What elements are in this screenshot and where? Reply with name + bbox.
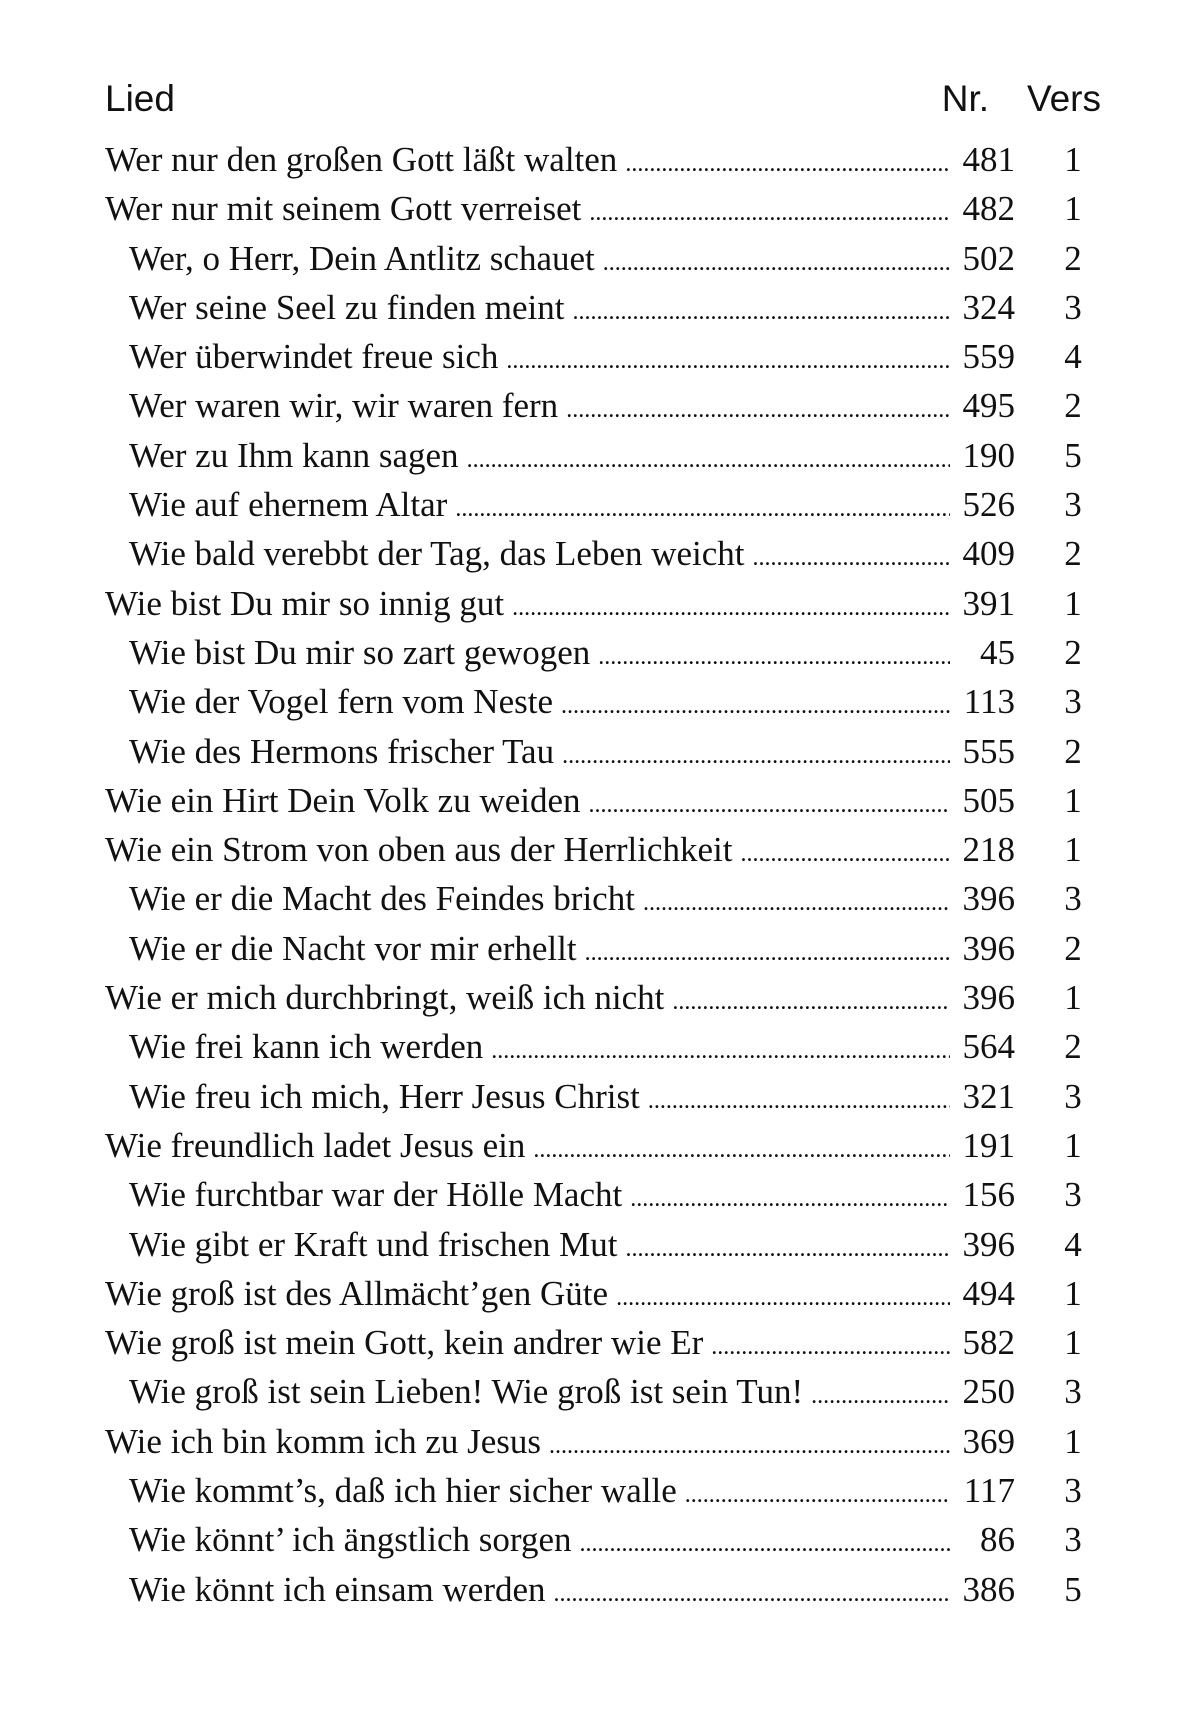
song-number: 396 [962,879,1015,919]
verse-number: 4 [1064,1224,1082,1264]
verse-number: 3 [1064,1175,1082,1215]
dot-leader [617,140,950,184]
title-with-leader [129,1170,950,1219]
verse-number: 1 [1064,1323,1082,1363]
verse-number: 1 [1064,830,1082,870]
dot-leader [640,1077,950,1121]
dot-leader [617,1225,950,1269]
song-number: 495 [962,386,1015,426]
dot-leader [635,879,950,923]
song-title: Wie bist Du mir so zart gewogen [129,632,591,672]
verse-number: 1 [1064,1273,1082,1313]
title-with-leader [129,1220,950,1269]
list-item [105,628,1105,677]
header-nr: Nr. [941,78,989,119]
list-item [105,1269,1105,1318]
song-number: 526 [962,485,1015,525]
song-title: Wer zu Ihm kann sagen [129,435,459,475]
song-title: Wie groß ist sein Lieben! Wie groß ist sein Tun! [129,1372,804,1412]
title-with-leader [129,677,950,726]
title-with-leader [105,1318,950,1367]
title-with-leader [129,480,950,529]
list-item [105,529,1105,578]
verse-number: 2 [1064,386,1082,426]
song-number: 218 [962,830,1015,870]
list-item [105,184,1105,233]
title-with-leader [105,973,950,1022]
song-title: Wie könnt’ ich ängstlich sorgen [129,1520,572,1560]
dot-leader [590,633,950,677]
title-with-leader [129,1367,950,1416]
song-title: Wie groß ist mein Gott, kein andrer wie Er [105,1323,704,1363]
list-item [105,1072,1105,1121]
song-title: Wie bald verebbt der Tag, das Leben weicht [129,534,745,574]
dot-leader [565,288,950,332]
verse-number: 1 [1064,978,1082,1018]
verse-number: 1 [1064,1125,1082,1165]
song-title: Wie ein Hirt Dein Volk zu weiden [105,780,581,820]
song-number: 396 [962,978,1015,1018]
song-title: Wie des Hermons frischer Tau [129,731,555,771]
title-with-leader [129,924,950,973]
list-item [105,825,1105,874]
song-title: Wie bist Du mir so innig gut [105,583,505,623]
song-title: Wie furchtbar war der Hölle Macht [129,1175,623,1215]
title-with-leader [129,1022,950,1071]
title-with-leader [129,628,950,677]
list-item [105,332,1105,381]
dot-leader [595,239,950,283]
title-with-leader [129,529,950,578]
song-title: Wie frei kann ich werden [129,1027,484,1067]
list-item [105,283,1105,332]
title-with-leader [129,234,950,283]
song-number: 564 [962,1027,1015,1067]
song-number: 190 [962,435,1015,475]
song-number: 582 [962,1323,1015,1363]
title-with-leader [129,283,950,332]
song-number: 494 [962,1273,1015,1313]
list-item [105,1170,1105,1219]
dot-leader [664,978,950,1022]
list-item [105,1515,1105,1564]
dot-leader [553,682,950,726]
verse-number: 3 [1064,1471,1082,1511]
list-item [105,480,1105,529]
verse-number: 2 [1064,534,1082,574]
verse-number: 2 [1064,1027,1082,1067]
song-number: 113 [963,682,1015,722]
title-with-leader [129,431,950,480]
list-item [105,1565,1105,1614]
song-number: 250 [962,1372,1015,1412]
dot-leader [504,584,950,628]
list-item [105,1466,1105,1515]
song-title: Wer überwindet freue sich [129,337,499,377]
song-title: Wer nur mit seinem Gott verreiset [105,189,582,229]
verse-number: 1 [1064,189,1082,229]
song-title: Wie könnt ich einsam werden [129,1569,546,1609]
header-lied: Lied [105,78,175,119]
title-with-leader [129,1466,950,1515]
dot-leader [498,337,950,381]
song-number: 156 [962,1175,1015,1215]
list-item [105,1367,1105,1416]
song-number: 555 [962,731,1015,771]
song-number: 45 [980,632,1015,672]
song-number: 409 [962,534,1015,574]
song-number: 502 [962,238,1015,278]
dot-leader [558,386,950,430]
dot-leader [554,732,950,776]
song-title: Wie ein Strom von oben aus der Herrlichkeit [105,830,733,870]
verse-number: 3 [1064,287,1082,327]
title-with-leader [105,825,950,874]
title-with-leader [129,381,950,430]
verse-number: 1 [1064,583,1082,623]
dot-leader [745,534,950,578]
dot-leader [546,1570,950,1614]
verse-number: 5 [1064,435,1082,475]
song-number: 321 [962,1076,1015,1116]
dot-leader [541,1422,950,1466]
dot-leader [732,830,950,874]
dot-leader [622,1175,950,1219]
verse-number: 4 [1064,337,1082,377]
list-item [105,1220,1105,1269]
title-with-leader [105,579,950,628]
song-title: Wie der Vogel fern vom Neste [129,682,553,722]
song-title: Wer nur den großen Gott läßt walten [105,140,618,179]
title-with-leader [105,135,950,184]
song-number: 117 [963,1471,1015,1511]
list-item [105,1022,1105,1071]
title-with-leader [105,776,950,825]
song-number: 482 [962,189,1015,229]
dot-leader [677,1471,950,1515]
song-number: 386 [962,1569,1015,1609]
verse-number: 3 [1064,682,1082,722]
column-header [105,74,1101,124]
song-title: Wer waren wir, wir waren fern [129,386,559,426]
title-with-leader [129,1515,950,1564]
title-with-leader [105,184,950,233]
list-item [105,727,1105,776]
title-with-leader [129,1565,950,1614]
song-number: 391 [962,583,1015,623]
verse-number: 2 [1064,632,1082,672]
verse-number: 2 [1064,731,1082,771]
title-with-leader [129,727,950,776]
song-title: Wer, o Herr, Dein Antlitz schauet [129,238,595,278]
song-number: 324 [962,287,1015,327]
verse-number: 2 [1064,928,1082,968]
song-title: Wie er die Nacht vor mir erhellt [129,928,577,968]
song-title: Wie freu ich mich, Herr Jesus Christ [129,1076,640,1116]
list-item [105,973,1105,1022]
song-title: Wie freundlich ladet Jesus ein [105,1125,526,1165]
song-title: Wie er die Macht des Feindes bricht [129,879,635,919]
title-with-leader [129,332,950,381]
title-with-leader [129,1072,950,1121]
dot-leader [581,781,950,825]
verse-number: 2 [1064,238,1082,278]
song-title: Wie er mich durchbringt, weiß ich nicht [105,978,665,1018]
list-item [105,431,1105,480]
list-item [105,579,1105,628]
title-with-leader [105,1269,950,1318]
list-item [105,135,1105,184]
list-item [105,381,1105,430]
list-item [105,776,1105,825]
list-item [105,1417,1105,1466]
song-number: 396 [962,1224,1015,1264]
dot-leader [608,1274,950,1318]
song-index-list [105,135,1105,1614]
dot-leader [571,1520,950,1564]
dot-leader [447,485,950,529]
song-number: 191 [962,1125,1015,1165]
dot-leader [803,1372,950,1416]
song-title: Wie gibt er Kraft und frischen Mut [129,1224,618,1264]
dot-leader [525,1126,950,1170]
verse-number: 3 [1064,879,1082,919]
verse-number: 3 [1064,485,1082,525]
song-number: 86 [980,1520,1015,1560]
song-number: 396 [962,928,1015,968]
verse-number: 3 [1064,1372,1082,1412]
song-number: 481 [962,140,1015,179]
list-item [105,677,1105,726]
song-title: Wie auf ehernem Altar [129,485,448,525]
dot-leader [483,1027,950,1071]
list-item [105,234,1105,283]
dot-leader [703,1323,950,1367]
verse-number: 3 [1064,1520,1082,1560]
verse-number: 1 [1064,780,1082,820]
header-vers: Vers [1026,78,1101,119]
title-with-leader [129,874,950,923]
song-title: Wie ich bin komm ich zu Jesus [105,1421,542,1461]
song-title: Wie groß ist des Allmächt’gen Güte [105,1273,609,1313]
verse-number: 3 [1064,1076,1082,1116]
verse-number: 1 [1064,140,1082,179]
title-with-leader [105,1417,950,1466]
song-number: 559 [962,337,1015,377]
list-item [105,874,1105,923]
dot-leader [577,929,950,973]
title-with-leader [105,1121,950,1170]
list-item [105,1121,1105,1170]
verse-number: 1 [1064,1421,1082,1461]
list-item [105,924,1105,973]
song-number: 369 [962,1421,1015,1461]
song-title: Wie kommt’s, daß ich hier sicher walle [129,1471,677,1511]
song-title: Wer seine Seel zu finden meint [129,287,565,327]
list-item [105,1318,1105,1367]
song-number: 505 [962,780,1015,820]
dot-leader [581,189,950,233]
dot-leader [459,436,950,480]
verse-number: 5 [1064,1569,1082,1609]
